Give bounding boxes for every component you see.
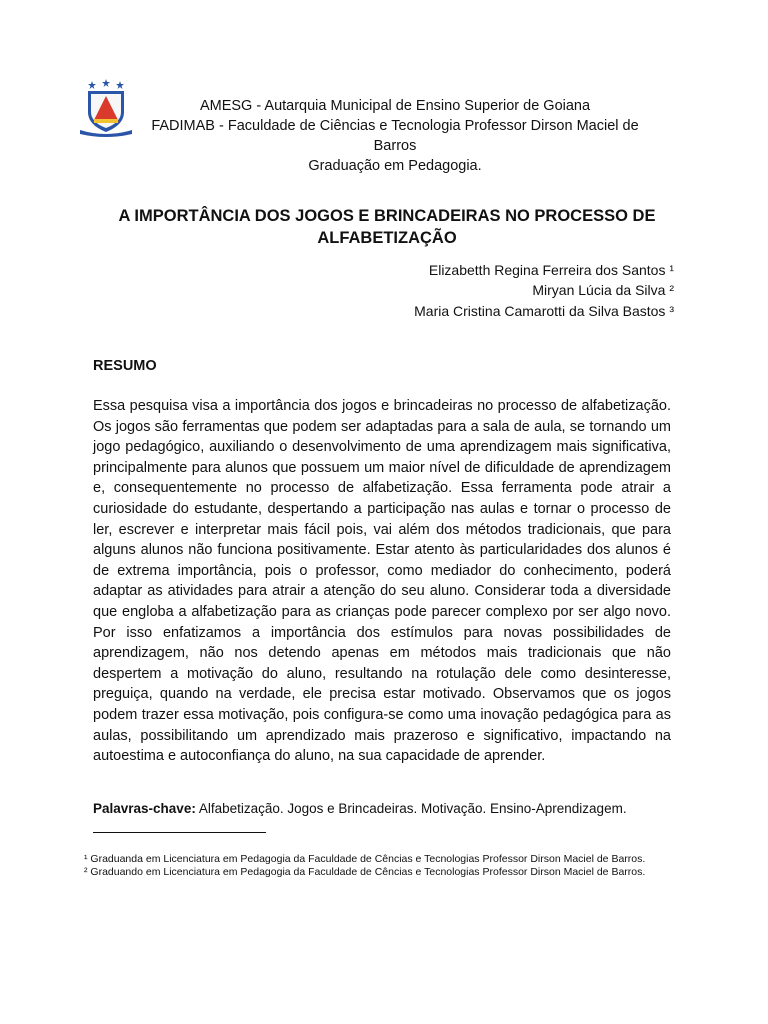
crest-stars [88,79,124,89]
footnote: ² Graduando em Licenciatura em Pedagogia da Faculdade de Cências e Tecnologias Professor Dirson Maciel de Barros. [84,866,646,878]
keywords-text: Alfabetização. Jogos e Brincadeiras. Motivação. Ensino-Aprendizagem. [198,801,627,816]
footnotes [84,853,684,879]
author-list [414,260,674,321]
paper-title: A IMPORTÂNCIA DOS JOGOS E BRINCADEIRAS NO PROCESSO DE ALFABETIZAÇÃO [118,207,656,247]
keywords-line [93,801,627,816]
institution-crest-icon [76,78,136,138]
keywords-label: Palavras-chave: [93,801,196,816]
abstract-heading: RESUMO [93,358,157,374]
author-name: Miryan Lúcia da Silva ² [532,282,674,298]
author-name: Elizabetth Regina Ferreira dos Santos ¹ [428,262,674,278]
abstract-text: Essa pesquisa visa a importância dos jogos e brincadeiras no processo de alfabetização. Os jogos são ferramentas que podem ser adaptadas para a sala de aula, se tornando um jogo pedagógico, auxiliando o desenvolvimento de uma aprendizagem mais significativa, principalmente para alunos que possuem um maior nível de dificuldade de aprendizagem e, consequentemente no processo de alfabetização. Essa ferramenta pode atrair a curiosidade do estudante, despertando a participação nas aulas e tornar o processo de ler, escrever e interpretar mais fácil pois, vai além dos métodos tradicionais, que para alguns alunos não funciona positivamente. Estar atento às particularidades dos alunos é de extrema importância, pois o professor, como mediador do conhecimento, poderá adaptar as atividades para atrair a atenção do seu aluno. Considerar toda a diversidade que engloba a alfabetização para as crianças pode parecer complexo por ser algo novo. Por isso enfatizamos a importância dos estímulos para novas possibilidades de aprendizagem, não nos detendo apenas em métodos mais tradicionais que não despertem a motivação do aluno, resultando na rotulação dele como desinteresse, preguiça, quando na verdade, ele precisa estar motivado. Observamos que os jogos podem trazer essa motivação, pois configura-se como uma inovação pedagógica para as aulas, possibilitando um aprendizado mais prazeroso e significativo, impactando na autoestima e autoconfiança do aluno, na sua capacidade de aprender. [93,398,671,765]
course-line: Graduação em Pedagogia. [308,158,482,174]
institution-line: AMESG - Autarquia Municipal de Ensino Superior de Goiana [199,98,591,114]
author-name: Maria Cristina Camarotti da Silva Bastos ³ [414,303,674,319]
footnote-divider [93,832,266,833]
faculty-line: FADIMAB - Faculdade de Ciências e Tecnologia Professor Dirson Maciel de Barros [151,118,639,154]
footnote: ¹ Graduanda em Licenciatura em Pedagogia da Faculdade de Cências e Tecnologias Professor Dirson Maciel de Barros. [84,853,646,865]
